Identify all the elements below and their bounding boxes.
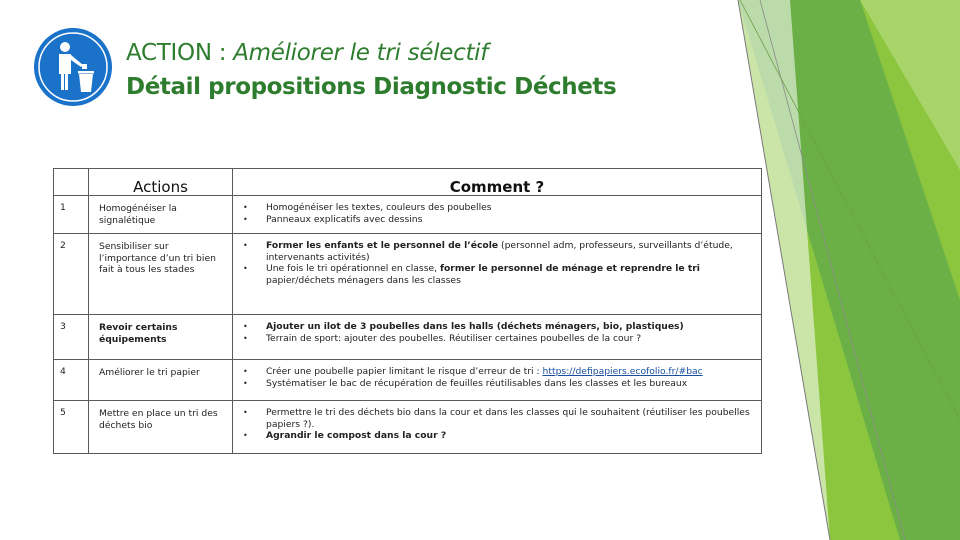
point-text-bold: Ajouter un ilot de 3 poubelles dans les halls (déchets ménagers, bio, plastiques) xyxy=(266,321,684,332)
row-action: Revoir certains équipements xyxy=(89,315,233,360)
point-text: Une fois le tri opérationnel en classe, xyxy=(266,263,440,274)
row-number: 3 xyxy=(54,315,89,360)
table-row xyxy=(54,234,762,315)
title-prefix: ACTION : xyxy=(126,40,234,66)
point-text: Panneaux explicatifs avec dessins xyxy=(266,213,423,225)
point-text: papier/déchets ménagers dans les classes xyxy=(266,274,461,286)
table-row xyxy=(54,196,762,234)
table-row xyxy=(54,401,762,454)
row-comment xyxy=(233,196,762,234)
row-action: Améliorer le tri papier xyxy=(89,360,233,401)
point-text: (personnel adm, professeurs, surveillants d’étude, intervenants activités) xyxy=(266,240,733,263)
title-emphasis: Améliorer le tri sélectif xyxy=(233,40,489,66)
defipapiers-link[interactable]: https://defipapiers.ecofolio.fr/#bac xyxy=(542,366,703,377)
list-item xyxy=(243,240,753,263)
list-item xyxy=(243,407,753,430)
header-number xyxy=(54,169,89,196)
header-actions: Actions xyxy=(89,169,233,196)
list-item xyxy=(243,202,753,214)
slide-subtitle: Détail propositions Diagnostic Déchets xyxy=(126,74,617,100)
list-item xyxy=(243,378,753,390)
row-number: 5 xyxy=(54,401,89,454)
row-comment xyxy=(233,401,762,454)
table-row xyxy=(54,360,762,401)
point-text-bold: Agrandir le compost dans la cour ? xyxy=(266,430,447,441)
row-number: 2 xyxy=(54,234,89,315)
row-comment xyxy=(233,315,762,360)
slide-title xyxy=(126,36,616,104)
row-comment xyxy=(233,234,762,315)
list-item xyxy=(243,366,753,378)
row-action: Sensibiliser sur l’importance d’un tri bien fait à tous les stades xyxy=(89,234,233,315)
action-table xyxy=(53,168,762,454)
title-line xyxy=(126,36,616,70)
row-action: Mettre en place un tri des déchets bio xyxy=(89,401,233,454)
recycling-bin-person-icon xyxy=(32,26,114,108)
table-header-row xyxy=(54,169,762,196)
row-number: 4 xyxy=(54,360,89,401)
point-text: Créer une poubelle papier limitant le risque d’erreur de tri : xyxy=(266,366,543,377)
point-text: Permettre le tri des déchets bio dans la cour et dans les classes qui le souhaitent (réutiliser les poubelles papiers ?). xyxy=(266,407,750,430)
list-item xyxy=(243,430,753,442)
list-item xyxy=(243,263,753,286)
point-text: Systématiser le bac de récupération de feuilles réutilisables dans les classes et les bureaux xyxy=(266,377,688,389)
point-text: Terrain de sport: ajouter des poubelles. Réutiliser certaines poubelles de la cour ? xyxy=(266,332,642,344)
list-item xyxy=(243,333,753,345)
row-action: Homogénéiser la signalétique xyxy=(89,196,233,234)
point-text-bold: Former les enfants et le personnel de l’école xyxy=(266,240,499,251)
header-comment: Comment ? xyxy=(233,169,762,196)
row-number: 1 xyxy=(54,196,89,234)
list-item xyxy=(243,321,753,333)
list-item xyxy=(243,214,753,226)
row-comment xyxy=(233,360,762,401)
point-text: Homogénéiser les textes, couleurs des poubelles xyxy=(266,202,492,213)
table-row xyxy=(54,315,762,360)
point-text-bold: former le personnel de ménage et reprendre le tri xyxy=(439,263,700,274)
